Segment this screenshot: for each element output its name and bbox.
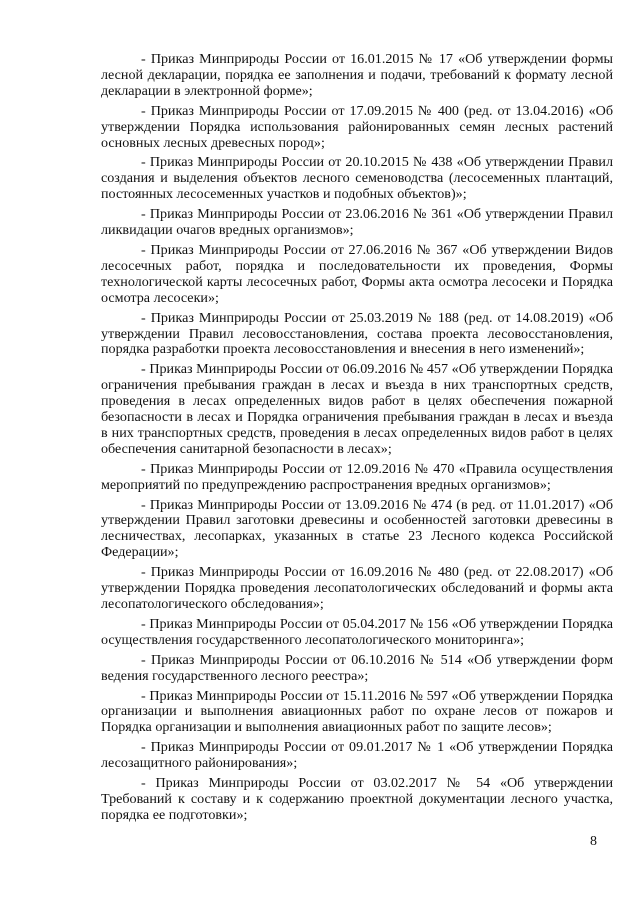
list-item: - Приказ Минприроды России от 23.06.2016 № 361 «Об утверждении Правил ликвидации очагов вредных организмов»; [101,206,613,239]
list-item: - Приказ Минприроды России от 03.02.2017 № 54 «Об утверждении Требований к составу и к содержанию проектной документации лесного участка, порядка ее подготовки»; [101,775,613,823]
list-item: - Приказ Минприроды России от 15.11.2016 № 597 «Об утверждении Порядка организации и выполнения авиационных работ по охране лесов от пожаров и Порядка организации и выполнения авиационных работ по защите лесов»; [101,687,613,736]
page-number: 8 [590,834,597,849]
list-item: - Приказ Минприроды России от 09.01.2017 № 1 «Об утверждении Порядка лесозащитного районирования»; [101,739,613,772]
list-item: - Приказ Минприроды России от 20.10.2015 № 438 «Об утверждении Правил создания и выделения объектов лесного семеноводства (лесосеменных плантаций, постоянных лесосеменных участков и подобных объектов)»; [101,154,613,203]
list-item: - Приказ Минприроды России от 06.10.2016 № 514 «Об утверждении форм ведения государственного лесного реестра»; [101,651,613,684]
list-item: - Приказ Минприроды России от 16.09.2016 № 480 (ред. от 22.08.2017) «Об утверждении Порядка проведения лесопатологических обследований и формы акта лесопатологического обследования»; [101,564,613,612]
list-item: - Приказ Минприроды России от 05.04.2017 № 156 «Об утверждении Порядка осуществления государственного лесопатологического мониторинга»; [101,615,613,648]
list-item: - Приказ Минприроды России от 13.09.2016 № 474 (в ред. от 11.01.2017) «Об утверждении Правил заготовки древесины и особенностей заготовки древесины в лесничествах, лесопарках, указанных в статье 23 Лесного кодекса Российской Федерации»; [101,496,613,561]
list-item: - Приказ Минприроды России от 06.09.2016 № 457 «Об утверждении Порядка ограничения пребывания граждан в лесах и въезда в них транспортных средств, проведения в лесах определенных видов работ в целях обеспечения пожарной безопасности в лесах и Порядка ограничения пребывания граждан в лесах и въезда в них транспортных средств, проведения в лесах определенных видов работ в целях обеспечения санитарной безопасности в лесах»; [101,361,613,457]
list-item: - Приказ Минприроды России от 16.01.2015 № 17 «Об утверждении формы лесной декларации, порядка ее заполнения и подачи, требований к формату лесной декларации в электронной форме»; [101,51,613,99]
list-item: - Приказ Минприроды России от 17.09.2015 № 400 (ред. от 13.04.2016) «Об утверждении Порядка использования районированных семян лесных растений основных лесных древесных пород»; [101,102,613,151]
list-item: - Приказ Минприроды России от 27.06.2016 № 367 «Об утверждении Видов лесосечных работ, порядка и последовательности их проведения, Формы технологической карты лесосечных работ, Формы акта осмотра лесосеки и Порядка осмотра лесосеки»; [101,241,613,306]
list-item: - Приказ Минприроды России от 12.09.2016 № 470 «Правила осуществления мероприятий по предупреждению распространения вредных организмов»; [101,460,613,493]
document-body [101,52,613,828]
list-item: - Приказ Минприроды России от 25.03.2019 № 188 (ред. от 14.08.2019) «Об утверждении Правил лесовосстановления, состава проекта лесовосстановления, порядка разработки проекта лесовосстановления и внесения в него изменений»; [101,309,613,358]
